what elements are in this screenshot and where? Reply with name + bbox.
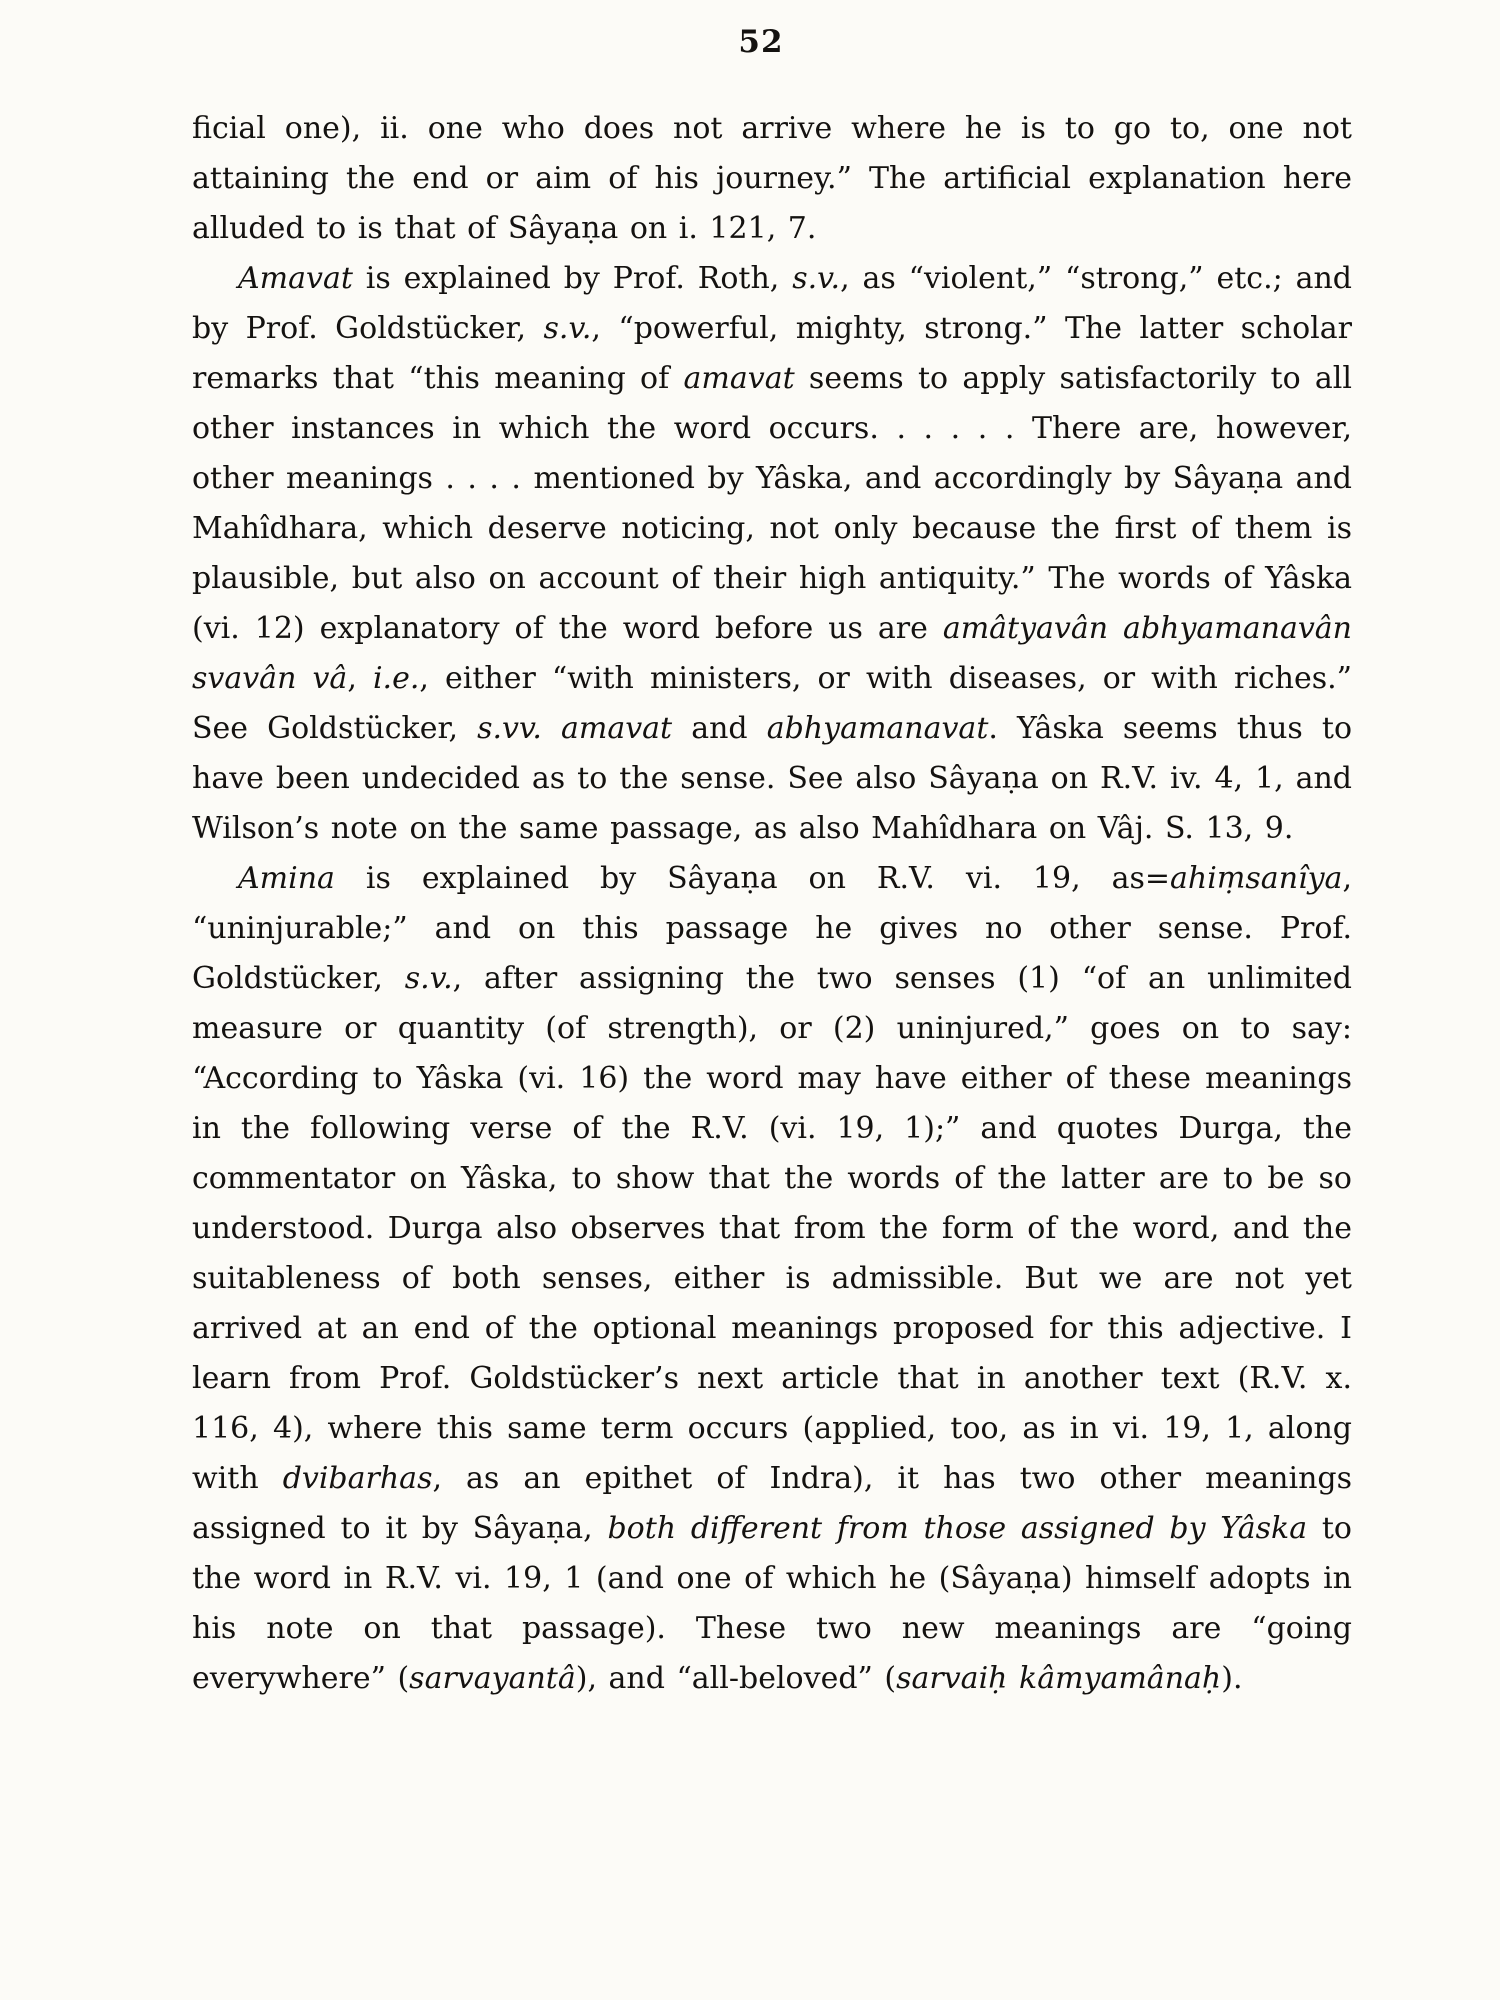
text-run: ), and “all-beloved” (	[575, 1661, 897, 1696]
text-run: , as an epithet of Indra), it has two other meanings assigned to it by Sâyaṇa,	[192, 1461, 1353, 1546]
italic-text-run: amavat	[683, 361, 795, 396]
text-run: , after assigning the two senses (1) “of an unlimited measure or quantity (of strength), or (2) uninjured,” goes on to say: “According to Yâska (vi. 16) the word may have either of these meanings in the following verse of the R.V. (vi. 19, 1);” and quotes Durga, the commentator on Yâska, to show that the words of the latter are to be so understood. Durga also observes that from the form of the word, and the suitableness of both senses, either is admissible. But we are not yet arrived at an end of the optional meanings proposed for this adjective. I learn from Prof. Goldstücker’s next article that in another text (R.V. x. 116, 4), where this same term occurs (applied, too, as in vi. 19, 1, along with	[192, 961, 1353, 1496]
italic-text-run: dvibarhas	[282, 1461, 433, 1496]
italic-text-run: s.v.	[543, 311, 592, 346]
text-run: , “powerful, mighty, strong.” The latter scholar remarks that “this meaning of	[192, 311, 1352, 396]
italic-text-run: i.e.	[372, 661, 420, 696]
paragraph	[192, 854, 1352, 1704]
page-number: 52	[738, 24, 784, 60]
text-run: to the word in R.V. vi. 19, 1 (and one of which he (Sâyaṇa) himself adopts in his note on that passage). These two new meanings are “going everywhere” (	[192, 1511, 1352, 1696]
text-run: is explained by Sâyaṇa on R.V. vi. 19, as=	[334, 861, 1171, 896]
text-run: , either “with ministers, or with diseases, or with riches.” See Goldstücker,	[192, 661, 1352, 746]
paragraph	[192, 254, 1352, 854]
italic-text-run: s.vv. amavat	[477, 711, 673, 746]
text-run: , “uninjurable;” and on this passage he gives no other sense. Prof. Goldstücker,	[192, 861, 1352, 996]
text-run: , as “violent,” “strong,” etc.; and by Prof. Goldstücker,	[192, 261, 1353, 346]
text-run: ficial one), ii. one who does not arrive where he is to go to, one not attaining the end or aim of his journey.” The artificial explanation here alluded to is that of Sâyaṇa on i. 121, 7.	[192, 111, 1352, 246]
text-run: and	[672, 711, 767, 746]
italic-text-run: ahiṃsanîya	[1170, 861, 1343, 896]
italic-text-run: s.v.	[792, 261, 841, 296]
text-run: ,	[347, 661, 373, 696]
italic-text-run: abhyamanavat	[766, 711, 989, 746]
italic-text-run: both different from those assigned by Yâska	[607, 1511, 1308, 1546]
page-text	[192, 104, 1352, 1704]
italic-text-run: amâtyavân abhyamanavân svavân vâ	[192, 611, 1352, 696]
italic-text-run: sarvayantâ	[409, 1661, 576, 1696]
text-run: seems to apply satisfactorily to all other instances in which the word occurs. . . . . . There are, however, other meanings . . . . mentioned by Yâska, and accordingly by Sâyaṇa and Mahîdhara, which deserve noticing, not only because the first of them is plausible, but also on account of their high antiquity.” The words of Yâska (vi. 12) explanatory of the word before us are	[192, 361, 1352, 646]
text-run: . Yâska seems thus to have been undecided as to the sense. See also Sâyaṇa on R.V. iv. 4, 1, and Wilson’s note on the same passage, as also Mahîdhara on Vâj. S. 13, 9.	[192, 711, 1353, 846]
italic-text-run: Amavat	[238, 261, 353, 296]
paragraph	[192, 104, 1352, 254]
text-run: is explained by Prof. Roth,	[352, 261, 793, 296]
text-run: ).	[1221, 1661, 1243, 1696]
italic-text-run: sarvaiḥ kâmyamânaḥ	[896, 1661, 1222, 1696]
italic-text-run: s.v.	[404, 961, 453, 996]
italic-text-run: Amina	[238, 861, 335, 896]
